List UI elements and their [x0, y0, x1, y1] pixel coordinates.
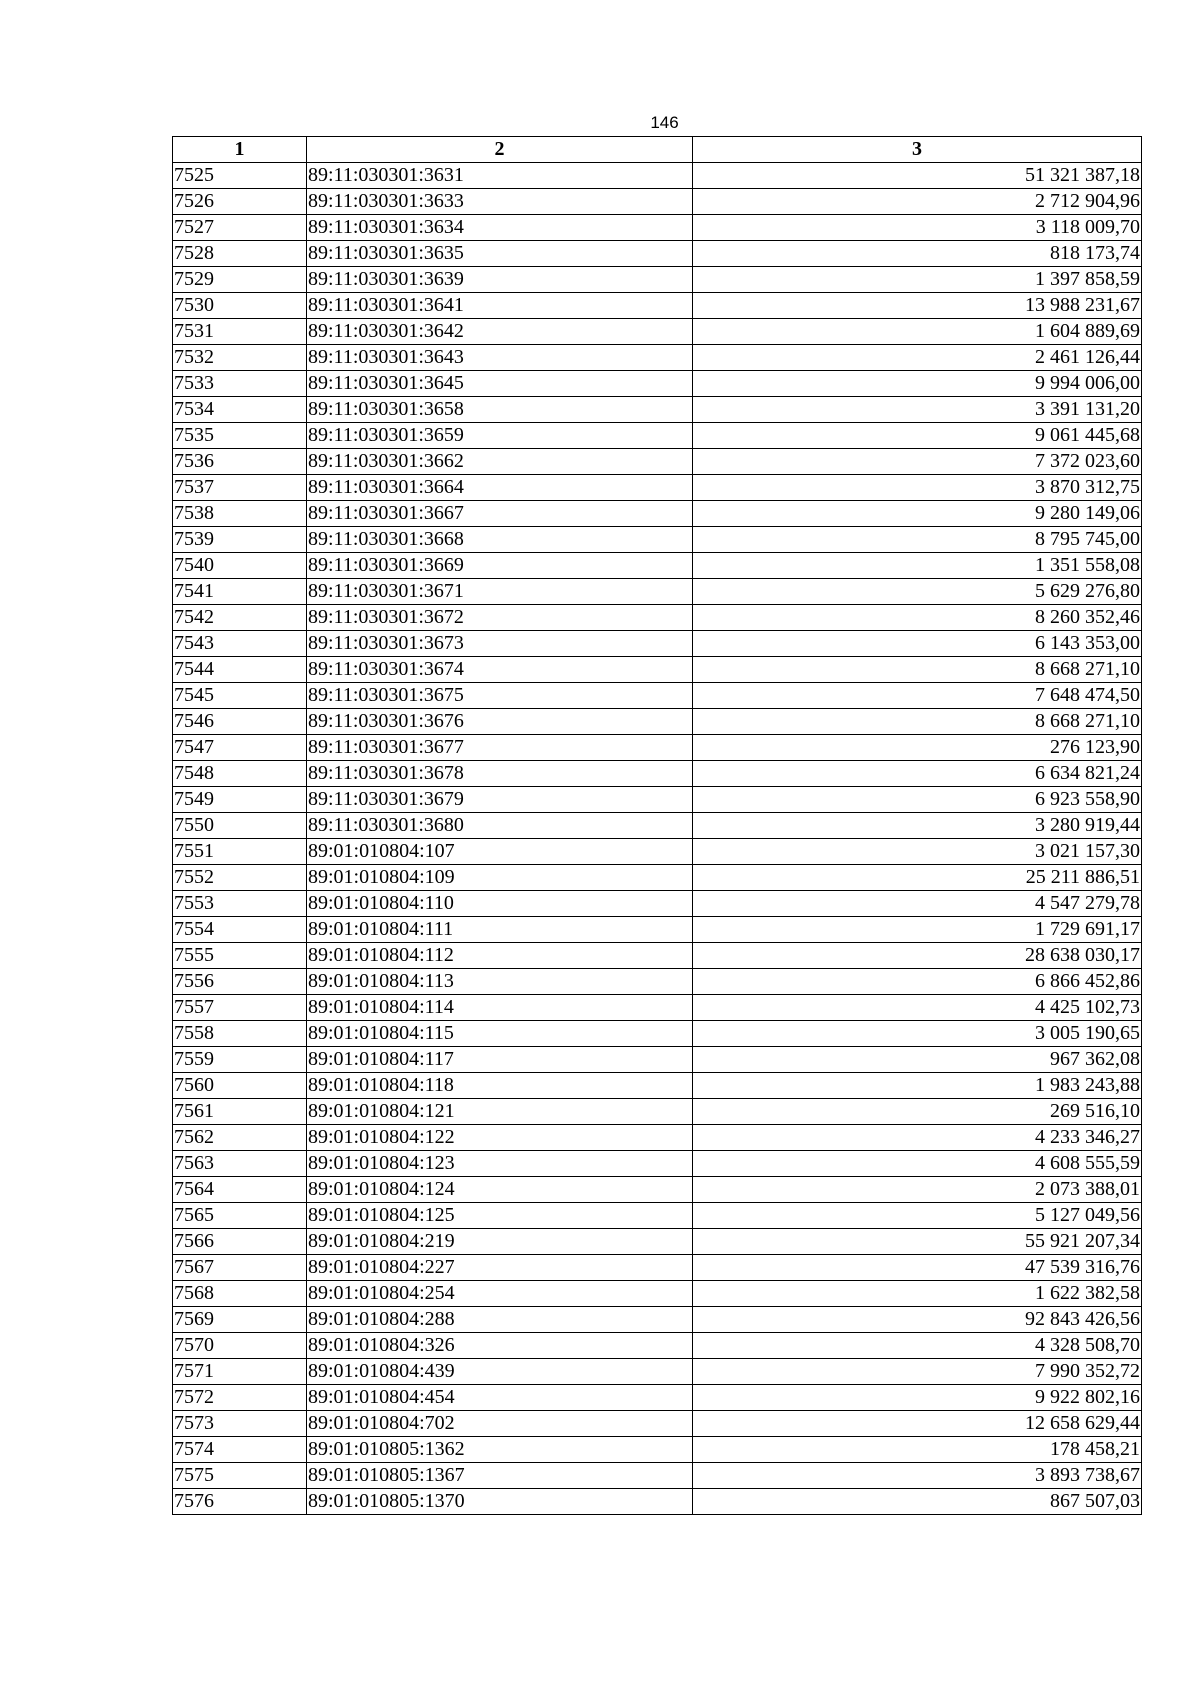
table-row [173, 917, 1142, 943]
row-number-cell: 7525 [173, 163, 307, 189]
row-number-cell: 7543 [173, 631, 307, 657]
cadastral-number-cell: 89:01:010804:122 [307, 1125, 693, 1151]
table-row [173, 735, 1142, 761]
cadastral-number-cell: 89:01:010804:121 [307, 1099, 693, 1125]
table-row [173, 657, 1142, 683]
cadastral-value-cell: 4 425 102,73 [693, 995, 1142, 1021]
cadastral-number-cell: 89:01:010804:125 [307, 1203, 693, 1229]
row-number-cell: 7553 [173, 891, 307, 917]
table-row [173, 813, 1142, 839]
cadastral-value-cell: 2 461 126,44 [693, 345, 1142, 371]
table-row [173, 865, 1142, 891]
cadastral-number-cell: 89:11:030301:3643 [307, 345, 693, 371]
table-row [173, 709, 1142, 735]
cadastral-number-cell: 89:11:030301:3639 [307, 267, 693, 293]
cadastral-value-cell: 4 608 555,59 [693, 1151, 1142, 1177]
table-row [173, 1073, 1142, 1099]
cadastral-number-cell: 89:01:010804:112 [307, 943, 693, 969]
row-number-cell: 7545 [173, 683, 307, 709]
row-number-cell: 7530 [173, 293, 307, 319]
cadastral-value-cell: 1 604 889,69 [693, 319, 1142, 345]
table-row [173, 553, 1142, 579]
table-row [173, 1307, 1142, 1333]
row-number-cell: 7572 [173, 1385, 307, 1411]
cadastral-number-cell: 89:01:010804:439 [307, 1359, 693, 1385]
row-number-cell: 7532 [173, 345, 307, 371]
cadastral-value-cell: 3 391 131,20 [693, 397, 1142, 423]
cadastral-value-cell: 6 634 821,24 [693, 761, 1142, 787]
row-number-cell: 7551 [173, 839, 307, 865]
row-number-cell: 7562 [173, 1125, 307, 1151]
table-row [173, 631, 1142, 657]
row-number-cell: 7567 [173, 1255, 307, 1281]
table-row [173, 969, 1142, 995]
cadastral-number-cell: 89:01:010805:1370 [307, 1489, 693, 1515]
row-number-cell: 7526 [173, 189, 307, 215]
cadastral-number-cell: 89:01:010804:111 [307, 917, 693, 943]
row-number-cell: 7571 [173, 1359, 307, 1385]
table-row [173, 397, 1142, 423]
cadastral-number-cell: 89:11:030301:3659 [307, 423, 693, 449]
table-row [173, 293, 1142, 319]
table-row [173, 1437, 1142, 1463]
table-row [173, 1463, 1142, 1489]
cadastral-number-cell: 89:01:010804:454 [307, 1385, 693, 1411]
table-row [173, 605, 1142, 631]
cadastral-number-cell: 89:01:010804:107 [307, 839, 693, 865]
row-number-cell: 7544 [173, 657, 307, 683]
table-row [173, 1489, 1142, 1515]
table-row [173, 579, 1142, 605]
table-row [173, 319, 1142, 345]
cadastral-value-cell: 7 372 023,60 [693, 449, 1142, 475]
cadastral-number-cell: 89:01:010804:109 [307, 865, 693, 891]
cadastral-value-cell: 5 629 276,80 [693, 579, 1142, 605]
cadastral-value-cell: 4 328 508,70 [693, 1333, 1142, 1359]
cadastral-number-cell: 89:11:030301:3680 [307, 813, 693, 839]
column-header-1: 1 [173, 137, 307, 163]
table-row [173, 683, 1142, 709]
cadastral-number-cell: 89:01:010804:288 [307, 1307, 693, 1333]
row-number-cell: 7576 [173, 1489, 307, 1515]
cadastral-value-cell: 9 061 445,68 [693, 423, 1142, 449]
row-number-cell: 7549 [173, 787, 307, 813]
row-number-cell: 7559 [173, 1047, 307, 1073]
table-row [173, 1177, 1142, 1203]
cadastral-number-cell: 89:11:030301:3677 [307, 735, 693, 761]
table-row [173, 371, 1142, 397]
cadastral-value-cell: 3 118 009,70 [693, 215, 1142, 241]
row-number-cell: 7547 [173, 735, 307, 761]
table-row [173, 189, 1142, 215]
row-number-cell: 7531 [173, 319, 307, 345]
row-number-cell: 7558 [173, 1021, 307, 1047]
cadastral-number-cell: 89:01:010804:113 [307, 969, 693, 995]
row-number-cell: 7557 [173, 995, 307, 1021]
cadastral-value-cell: 1 983 243,88 [693, 1073, 1142, 1099]
table-body [173, 163, 1142, 1515]
row-number-cell: 7542 [173, 605, 307, 631]
row-number-cell: 7563 [173, 1151, 307, 1177]
row-number-cell: 7535 [173, 423, 307, 449]
cadastral-value-cell: 5 127 049,56 [693, 1203, 1142, 1229]
cadastral-value-cell: 269 516,10 [693, 1099, 1142, 1125]
cadastral-number-cell: 89:01:010804:114 [307, 995, 693, 1021]
table-row [173, 1021, 1142, 1047]
row-number-cell: 7565 [173, 1203, 307, 1229]
table-row [173, 761, 1142, 787]
cadastral-number-cell: 89:11:030301:3675 [307, 683, 693, 709]
cadastral-value-cell: 6 143 353,00 [693, 631, 1142, 657]
table-row [173, 839, 1142, 865]
row-number-cell: 7550 [173, 813, 307, 839]
cadastral-number-cell: 89:11:030301:3676 [307, 709, 693, 735]
row-number-cell: 7548 [173, 761, 307, 787]
cadastral-value-cell: 7 990 352,72 [693, 1359, 1142, 1385]
row-number-cell: 7570 [173, 1333, 307, 1359]
cadastral-number-cell: 89:11:030301:3658 [307, 397, 693, 423]
cadastral-value-cell: 8 795 745,00 [693, 527, 1142, 553]
cadastral-number-cell: 89:11:030301:3668 [307, 527, 693, 553]
cadastral-value-cell: 8 260 352,46 [693, 605, 1142, 631]
row-number-cell: 7569 [173, 1307, 307, 1333]
table-row [173, 241, 1142, 267]
cadastral-value-cell: 3 021 157,30 [693, 839, 1142, 865]
cadastral-value-cell: 28 638 030,17 [693, 943, 1142, 969]
cadastral-number-cell: 89:11:030301:3662 [307, 449, 693, 475]
cadastral-number-cell: 89:01:010804:702 [307, 1411, 693, 1437]
table-row [173, 163, 1142, 189]
registry-table [172, 136, 1142, 1515]
row-number-cell: 7564 [173, 1177, 307, 1203]
cadastral-number-cell: 89:11:030301:3633 [307, 189, 693, 215]
cadastral-value-cell: 4 233 346,27 [693, 1125, 1142, 1151]
row-number-cell: 7541 [173, 579, 307, 605]
cadastral-value-cell: 3 893 738,67 [693, 1463, 1142, 1489]
cadastral-number-cell: 89:01:010805:1367 [307, 1463, 693, 1489]
cadastral-value-cell: 8 668 271,10 [693, 657, 1142, 683]
cadastral-value-cell: 9 280 149,06 [693, 501, 1142, 527]
cadastral-number-cell: 89:01:010804:110 [307, 891, 693, 917]
row-number-cell: 7574 [173, 1437, 307, 1463]
row-number-cell: 7554 [173, 917, 307, 943]
row-number-cell: 7556 [173, 969, 307, 995]
table-row [173, 1125, 1142, 1151]
cadastral-number-cell: 89:11:030301:3642 [307, 319, 693, 345]
cadastral-value-cell: 6 923 558,90 [693, 787, 1142, 813]
cadastral-value-cell: 6 866 452,86 [693, 969, 1142, 995]
table-row [173, 267, 1142, 293]
cadastral-number-cell: 89:11:030301:3673 [307, 631, 693, 657]
row-number-cell: 7555 [173, 943, 307, 969]
table-header-row [173, 137, 1142, 163]
table-row [173, 423, 1142, 449]
row-number-cell: 7528 [173, 241, 307, 267]
cadastral-value-cell: 1 397 858,59 [693, 267, 1142, 293]
cadastral-value-cell: 818 173,74 [693, 241, 1142, 267]
cadastral-value-cell: 9 922 802,16 [693, 1385, 1142, 1411]
cadastral-number-cell: 89:01:010804:227 [307, 1255, 693, 1281]
cadastral-value-cell: 51 321 387,18 [693, 163, 1142, 189]
cadastral-value-cell: 3 280 919,44 [693, 813, 1142, 839]
cadastral-number-cell: 89:01:010804:219 [307, 1229, 693, 1255]
table-row [173, 787, 1142, 813]
row-number-cell: 7552 [173, 865, 307, 891]
cadastral-number-cell: 89:11:030301:3672 [307, 605, 693, 631]
cadastral-number-cell: 89:11:030301:3667 [307, 501, 693, 527]
table-row [173, 1411, 1142, 1437]
cadastral-value-cell: 276 123,90 [693, 735, 1142, 761]
table-row [173, 995, 1142, 1021]
cadastral-number-cell: 89:11:030301:3634 [307, 215, 693, 241]
table-row [173, 501, 1142, 527]
row-number-cell: 7575 [173, 1463, 307, 1489]
table-row [173, 1281, 1142, 1307]
table-row [173, 215, 1142, 241]
table-row [173, 1203, 1142, 1229]
column-header-3: 3 [693, 137, 1142, 163]
cadastral-value-cell: 2 712 904,96 [693, 189, 1142, 215]
cadastral-value-cell: 12 658 629,44 [693, 1411, 1142, 1437]
table-row [173, 449, 1142, 475]
table-row [173, 1333, 1142, 1359]
row-number-cell: 7540 [173, 553, 307, 579]
table-row [173, 1099, 1142, 1125]
cadastral-number-cell: 89:01:010804:118 [307, 1073, 693, 1099]
row-number-cell: 7573 [173, 1411, 307, 1437]
row-number-cell: 7538 [173, 501, 307, 527]
cadastral-number-cell: 89:11:030301:3635 [307, 241, 693, 267]
cadastral-number-cell: 89:11:030301:3664 [307, 475, 693, 501]
cadastral-value-cell: 967 362,08 [693, 1047, 1142, 1073]
page-number: 146 [650, 113, 679, 132]
row-number-cell: 7546 [173, 709, 307, 735]
row-number-cell: 7561 [173, 1099, 307, 1125]
table-row [173, 1255, 1142, 1281]
cadastral-number-cell: 89:11:030301:3678 [307, 761, 693, 787]
cadastral-value-cell: 25 211 886,51 [693, 865, 1142, 891]
row-number-cell: 7560 [173, 1073, 307, 1099]
table-row [173, 1385, 1142, 1411]
cadastral-value-cell: 7 648 474,50 [693, 683, 1142, 709]
cadastral-value-cell: 1 622 382,58 [693, 1281, 1142, 1307]
row-number-cell: 7536 [173, 449, 307, 475]
cadastral-value-cell: 8 668 271,10 [693, 709, 1142, 735]
cadastral-value-cell: 92 843 426,56 [693, 1307, 1142, 1333]
table-row [173, 1047, 1142, 1073]
table-row [173, 1229, 1142, 1255]
cadastral-number-cell: 89:11:030301:3671 [307, 579, 693, 605]
cadastral-number-cell: 89:01:010804:124 [307, 1177, 693, 1203]
table-row [173, 1359, 1142, 1385]
cadastral-value-cell: 3 005 190,65 [693, 1021, 1142, 1047]
cadastral-value-cell: 13 988 231,67 [693, 293, 1142, 319]
cadastral-number-cell: 89:11:030301:3674 [307, 657, 693, 683]
cadastral-value-cell: 2 073 388,01 [693, 1177, 1142, 1203]
cadastral-number-cell: 89:01:010804:123 [307, 1151, 693, 1177]
row-number-cell: 7568 [173, 1281, 307, 1307]
cadastral-value-cell: 867 507,03 [693, 1489, 1142, 1515]
cadastral-number-cell: 89:11:030301:3669 [307, 553, 693, 579]
cadastral-value-cell: 1 729 691,17 [693, 917, 1142, 943]
table-row [173, 943, 1142, 969]
row-number-cell: 7534 [173, 397, 307, 423]
cadastral-number-cell: 89:11:030301:3645 [307, 371, 693, 397]
cadastral-number-cell: 89:01:010804:115 [307, 1021, 693, 1047]
cadastral-number-cell: 89:01:010804:117 [307, 1047, 693, 1073]
row-number-cell: 7566 [173, 1229, 307, 1255]
row-number-cell: 7527 [173, 215, 307, 241]
cadastral-number-cell: 89:11:030301:3679 [307, 787, 693, 813]
row-number-cell: 7537 [173, 475, 307, 501]
cadastral-value-cell: 9 994 006,00 [693, 371, 1142, 397]
cadastral-number-cell: 89:01:010804:326 [307, 1333, 693, 1359]
cadastral-value-cell: 178 458,21 [693, 1437, 1142, 1463]
row-number-cell: 7529 [173, 267, 307, 293]
cadastral-number-cell: 89:01:010804:254 [307, 1281, 693, 1307]
cadastral-number-cell: 89:11:030301:3631 [307, 163, 693, 189]
cadastral-value-cell: 47 539 316,76 [693, 1255, 1142, 1281]
table-row [173, 1151, 1142, 1177]
cadastral-value-cell: 1 351 558,08 [693, 553, 1142, 579]
row-number-cell: 7539 [173, 527, 307, 553]
table-row [173, 527, 1142, 553]
table-row [173, 475, 1142, 501]
column-header-2: 2 [307, 137, 693, 163]
table-row [173, 891, 1142, 917]
cadastral-value-cell: 3 870 312,75 [693, 475, 1142, 501]
cadastral-number-cell: 89:11:030301:3641 [307, 293, 693, 319]
table-row [173, 345, 1142, 371]
cadastral-number-cell: 89:01:010805:1362 [307, 1437, 693, 1463]
cadastral-value-cell: 4 547 279,78 [693, 891, 1142, 917]
cadastral-value-cell: 55 921 207,34 [693, 1229, 1142, 1255]
row-number-cell: 7533 [173, 371, 307, 397]
